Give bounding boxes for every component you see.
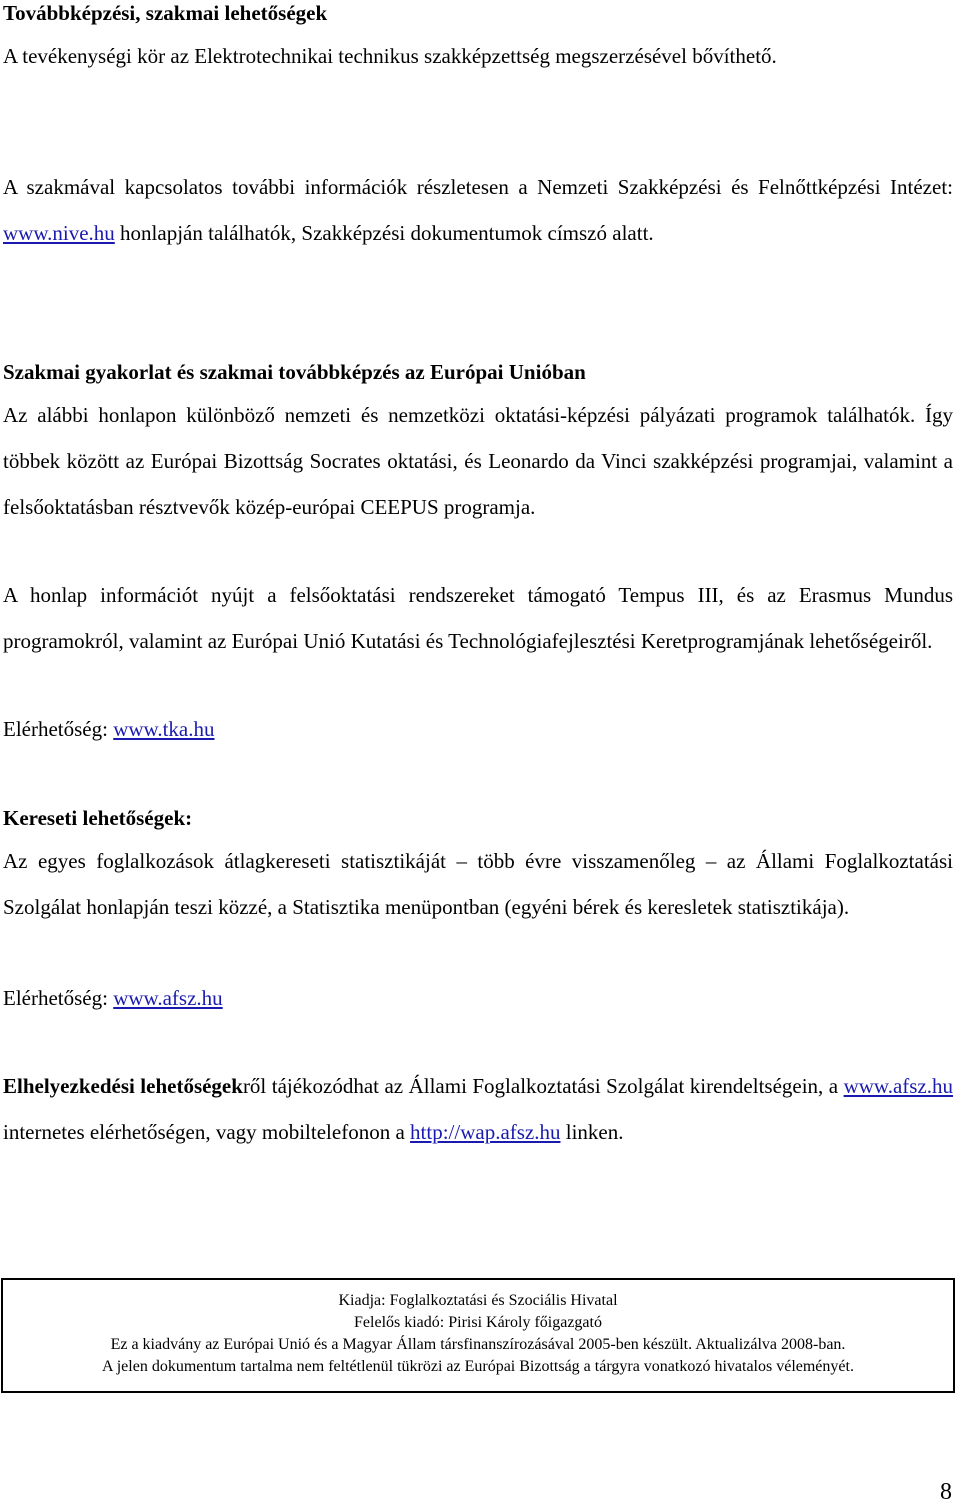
availability-label: Elérhetőség:: [3, 717, 114, 741]
paragraph-nive: [3, 164, 953, 256]
paragraph-earnings: Az egyes foglalkozások átlagkereseti statisztikáját – több évre visszamenőleg – az Állami Foglalkoztatási Szolgálat honlapján teszi közzé, a Statisztika menüpontban (egyéni bérek és keresletek statisztikája).: [3, 849, 953, 919]
section-title-training: Továbbképzési, szakmai lehetőségek: [3, 1, 328, 25]
availability-tka: [3, 706, 215, 752]
employment-bold-text: Elhelyezkedési lehetőségek: [3, 1074, 243, 1098]
afsz-link[interactable]: www.afsz.hu: [113, 986, 223, 1010]
availability-afsz: [3, 975, 223, 1021]
paragraph-nive-text-before: A szakmával kapcsolatos további információk részletesen a Nemzeti Szakképzési és Felnőttképzési Intézet:: [3, 175, 953, 199]
availability-label: Elérhetőség:: [3, 986, 114, 1010]
paragraph-scope: A tevékenységi kör az Elektrotechnikai technikus szakképzettség megszerzésével bővíthető.: [3, 44, 777, 68]
paragraph-employment: [3, 1063, 953, 1155]
publisher-footer-box: [1, 1278, 955, 1393]
footer-disclaimer: A jelen dokumentum tartalma nem feltétlenül tükrözi az Európai Bizottság a tárgyra vonatkozó hivatalos véleményét.: [102, 1358, 854, 1375]
employment-text-1: ről tájékozódhat az Állami Foglalkoztatási Szolgálat kirendeltségein, a: [242, 1074, 844, 1098]
section-title-earnings: Kereseti lehetőségek:: [3, 806, 193, 830]
afsz-link-2[interactable]: www.afsz.hu: [843, 1074, 954, 1098]
wap-afsz-link[interactable]: http://wap.afsz.hu: [410, 1120, 561, 1144]
paragraph-eu-programs: Az alábbi honlapon különböző nemzeti és nemzetközi oktatási-képzési pályázati programok találhatók. Így többek között az Európai Bizottság Socrates oktatási, és Leonardo da Vinci szakképzési programjai, valamint a felsőoktatásban résztvevők közép-európai CEEPUS programja.: [3, 403, 953, 519]
footer-responsible: Felelős kiadó: Pirisi Károly főigazgató: [354, 1314, 602, 1331]
employment-text-2: internetes elérhetőségen, vagy mobiltelefonon a: [3, 1120, 411, 1144]
nive-link[interactable]: www.nive.hu: [3, 221, 115, 245]
employment-text-3: linken.: [560, 1120, 624, 1144]
page-number: 8: [940, 1479, 952, 1505]
footer-funding: Ez a kiadvány az Európai Unió és a Magyar Állam társfinanszírozásával 2005-ben készült. Aktualizálva 2008-ban.: [110, 1336, 846, 1353]
paragraph-tempus: A honlap információt nyújt a felsőoktatási rendszereket támogató Tempus III, és az Erasmus Mundus programokról, valamint az Európai Unió Kutatási és Technológiafejlesztési Keretprogramjának lehetőségeiről.: [3, 583, 953, 653]
paragraph-nive-text-after: honlapján találhatók, Szakképzési dokumentumok címszó alatt.: [114, 221, 654, 245]
tka-link[interactable]: www.tka.hu: [113, 717, 215, 741]
footer-publisher: Kiadja: Foglalkoztatási és Szociális Hivatal: [338, 1292, 618, 1309]
section-title-eu: Szakmai gyakorlat és szakmai továbbképzés az Európai Unióban: [3, 360, 586, 384]
